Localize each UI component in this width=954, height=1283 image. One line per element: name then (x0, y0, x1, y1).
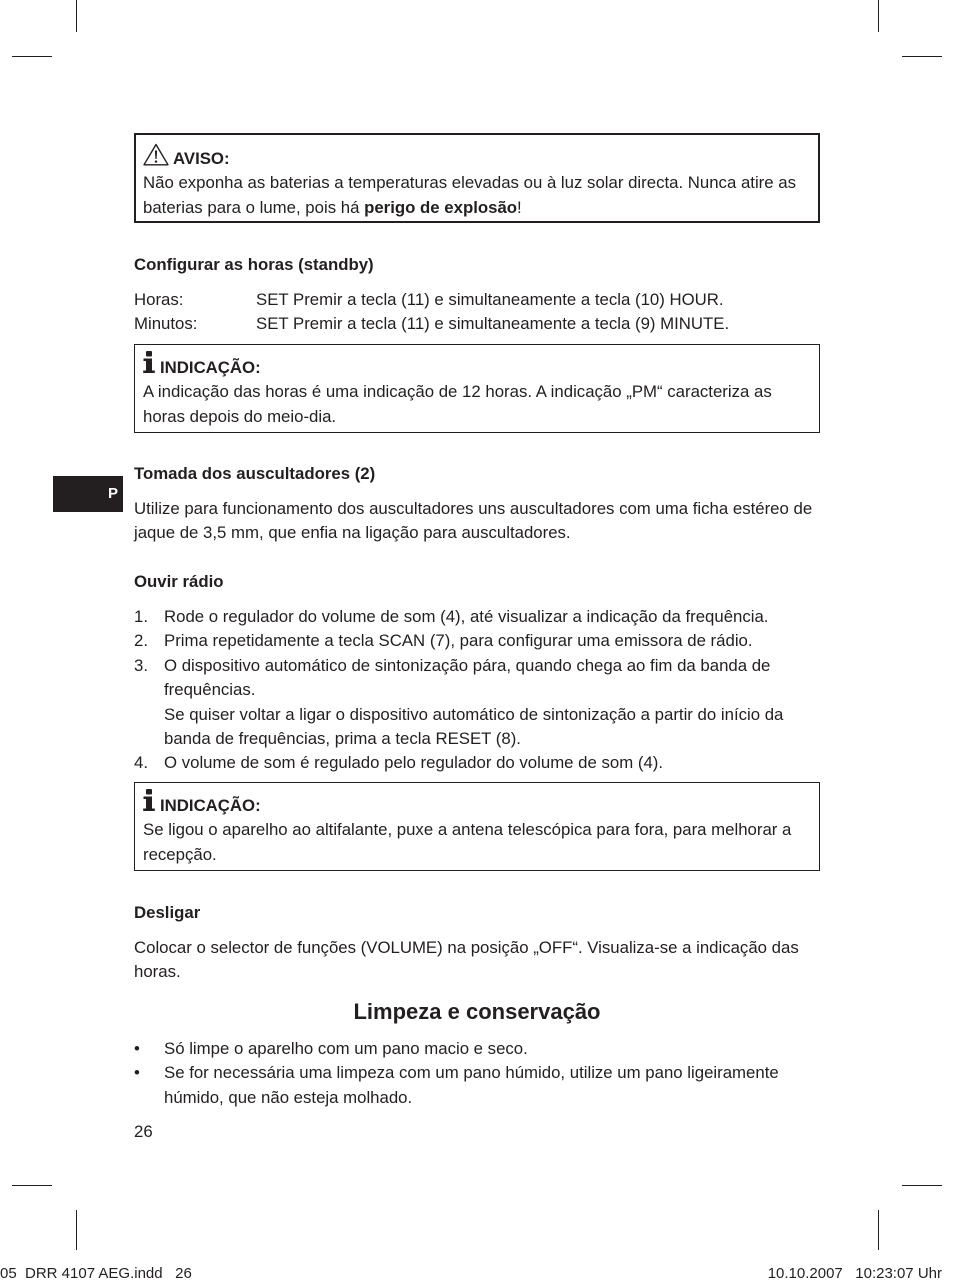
bullet-marker: • (134, 1039, 140, 1058)
note-header (143, 794, 819, 818)
warning-text-end: ! (517, 197, 522, 217)
list-item-number: 3. (134, 655, 148, 675)
page-number: 26 (134, 1122, 153, 1141)
footer-timestamp: 10.10.2007 10:23:07 Uhr (767, 1265, 942, 1282)
info-icon (143, 789, 155, 811)
list-item-text-continued: Se quiser voltar a ligar o dispositivo automático de sintonização a partir do início da banda de frequências, prima a tecla RESET (8). (164, 704, 784, 749)
crop-mark-top-right-vertical (878, 0, 879, 32)
note-title: INDICAÇÃO: (160, 358, 261, 377)
info-icon (143, 351, 155, 373)
list-item (134, 1037, 820, 1061)
list-item-text: O dispositivo automático de sintonização pára, quando chega ao fim da banda de frequências. (164, 655, 771, 700)
crop-mark-bottom-right-horizontal (902, 1185, 942, 1186)
crop-mark-top-left-horizontal (12, 56, 52, 57)
crop-mark-bottom-left-horizontal (12, 1185, 52, 1186)
headphones-text: Utilize para funcionamento dos auscultadores uns auscultadores com uma ficha estéreo de jaque de 3,5 mm, que enfia na ligação para auscultadores. (134, 499, 813, 543)
language-tab (53, 476, 123, 512)
note-box-time (134, 344, 820, 433)
cleaning-bullet-list (134, 1037, 820, 1110)
language-tab-label: P (107, 485, 118, 502)
list-item-text: Rode o regulador do volume de som (4), até visualizar a indicação da frequência. (164, 607, 769, 626)
time-setting-row-minutes (134, 312, 820, 336)
footer-file-name: 05 DRR 4107 AEG.indd 26 (0, 1265, 192, 1282)
note-title: INDICAÇÃO: (160, 796, 261, 815)
crop-mark-top-right-horizontal (902, 56, 942, 57)
chapter-title-cleaning: Limpeza e conservação (353, 999, 601, 1024)
crop-mark-bottom-left-vertical (76, 1210, 77, 1250)
list-item (134, 605, 820, 629)
list-item-text: Se for necessária uma limpeza com um pano húmido, utilize um pano ligeiramente húmido, que não esteja molhado. (164, 1063, 779, 1107)
list-item-text: O volume de som é regulado pelo regulador do volume de som (4). (164, 753, 664, 773)
note-header (143, 356, 819, 380)
warning-triangle-icon (143, 143, 169, 166)
note-text: A indicação das horas é uma indicação de 12 horas. A indicação „PM“ caracteriza as horas depois do meio-dia. (143, 382, 772, 426)
time-setting-label: Minutos: (134, 314, 198, 334)
warning-box (134, 133, 820, 223)
section-heading-time-setting: Configurar as horas (standby) (134, 255, 374, 274)
list-item-text: Só limpe o aparelho com um pano macio e seco. (164, 1039, 528, 1058)
list-item-number: 2. (134, 631, 148, 651)
list-item (134, 629, 820, 653)
list-item-text: Prima repetidamente a tecla SCAN (7), para configurar uma emissora de rádio. (164, 631, 753, 651)
note-box-antenna (134, 782, 820, 871)
warning-title: AVISO: (173, 149, 230, 168)
list-item (134, 1061, 820, 1110)
warning-emphasis: perigo de explosão (364, 197, 518, 217)
list-item (134, 654, 820, 752)
note-text: Se ligou o aparelho ao altifalante, puxe a antena telescópica para fora, para melhorar a recepção. (143, 820, 792, 864)
warning-text-main: Não exponha as baterias a temperaturas elevadas ou à luz solar directa. Nunca atire as baterias para o lume, pois há (143, 173, 796, 217)
time-setting-row-hours (134, 288, 820, 312)
time-setting-label: Horas: (134, 290, 184, 309)
warning-header (143, 147, 818, 171)
section-heading-switch-off: Desligar (134, 903, 201, 922)
switch-off-text: Colocar o selector de funções (VOLUME) na posição „OFF“. Visualiza-se a indicação das horas. (134, 938, 799, 982)
list-item (134, 751, 820, 775)
section-heading-radio: Ouvir rádio (134, 572, 224, 591)
radio-steps-list (134, 605, 820, 776)
time-setting-instruction: SET Premir a tecla (11) e simultaneamente a tecla (10) HOUR. (256, 290, 724, 309)
list-item-number: 1. (134, 607, 148, 626)
list-item-number: 4. (134, 753, 148, 773)
crop-mark-top-left-vertical (76, 0, 77, 32)
bullet-marker: • (134, 1063, 140, 1083)
time-setting-instruction: SET Premir a tecla (11) e simultaneamente a tecla (9) MINUTE. (256, 314, 730, 334)
section-heading-headphones: Tomada dos auscultadores (2) (134, 464, 376, 483)
warning-text (143, 171, 813, 220)
crop-mark-bottom-right-vertical (878, 1210, 879, 1250)
